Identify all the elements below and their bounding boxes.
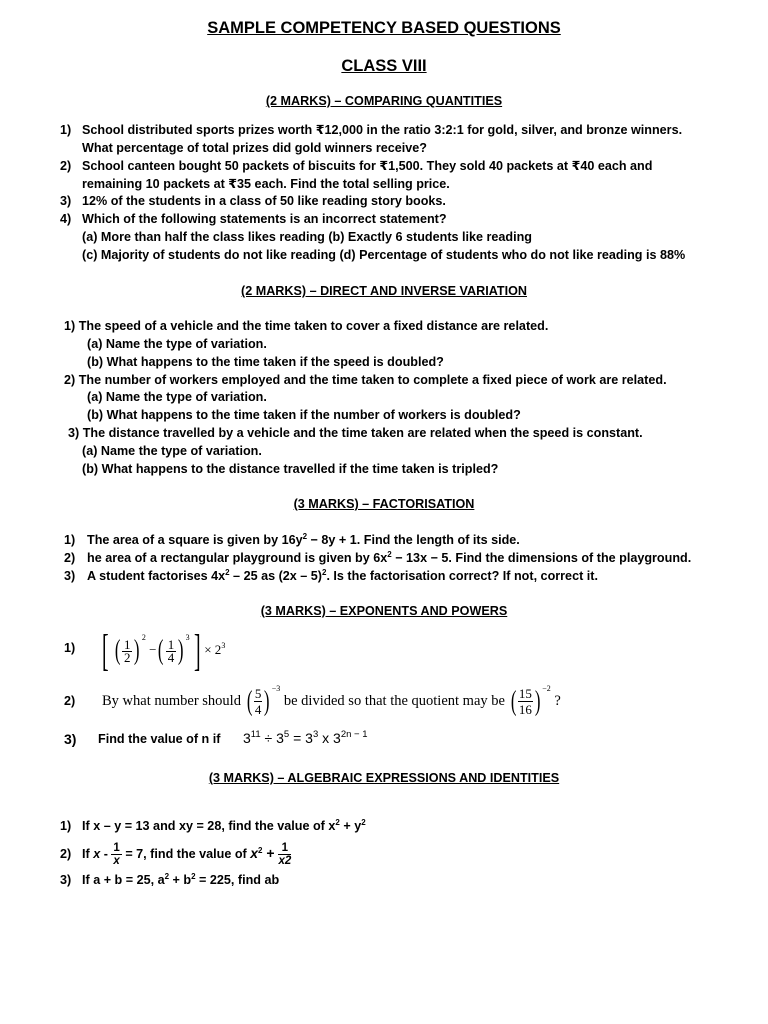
page-title: SAMPLE COMPETENCY BASED QUESTIONS bbox=[207, 19, 561, 37]
math-expression: $3^{11} \div 3^5 = 3^3$ x $3^{2n - 1}$ bbox=[243, 729, 368, 746]
question-text: he area of a rectangular playground is given by $6x^2 - 13x - 5$. Find the dimensions of the playground. bbox=[87, 550, 692, 565]
question-number: 3) bbox=[60, 194, 72, 208]
question-text: School canteen bought 50 packets of biscuits for ₹1,500. They sold 40 packets at ₹40 each and bbox=[82, 159, 653, 173]
math-expression: [ ( $\frac{1}{2}$ ) $^2$ −( $\frac{1}{4}$ ) $^3] \times 2^3$ bbox=[102, 626, 226, 676]
question-text: 2) The number of workers employed and the time taken to complete a fixed piece of work are related. bbox=[64, 373, 667, 387]
question-text: What percentage of total prizes did gold winners receive? bbox=[82, 141, 427, 155]
sub-question: (b) What happens to the distance travelled if the time taken is tripled? bbox=[82, 462, 499, 476]
question-text: Which of the following statements is an incorrect statement? bbox=[82, 212, 447, 226]
question-number: 1) bbox=[64, 533, 76, 547]
question-text: remaining 10 packets at ₹35 each. Find the total selling price. bbox=[82, 177, 450, 191]
question-text: Find the value of n if bbox=[98, 732, 221, 746]
question-number: 3) bbox=[64, 731, 77, 747]
question-number: 2) bbox=[60, 159, 72, 173]
sub-question: (a) Name the type of variation. bbox=[87, 390, 267, 404]
question-text: 1) The speed of a vehicle and the time taken to cover a fixed distance are related. bbox=[64, 319, 549, 333]
section-heading-exponents: (3 MARKS) – EXPONENTS AND POWERS bbox=[260, 604, 508, 618]
question-number: 2) bbox=[64, 694, 76, 708]
question-text: If x - $\frac{1}{x}$ = 7, find the value of $x^2$ + $\frac{1}{x2}$ bbox=[82, 842, 292, 868]
sub-question: (a) Name the type of variation. bbox=[82, 444, 262, 458]
question-number: 1) bbox=[60, 123, 72, 137]
question-text: School distributed sports prizes worth ₹12,000 in the ratio 3:2:1 for gold, silver, and bronze winners. bbox=[82, 123, 683, 137]
math-expression: By what number should ( $\frac{5}{4}$ ) $^{-3}$ be divided so that the quotient may be ( $\frac{15}{16}$ ) $^{-2}$ ? bbox=[102, 684, 561, 718]
sub-question: (b) What happens to the time taken if the speed is doubled? bbox=[87, 355, 444, 369]
question-number: 3) bbox=[64, 569, 76, 583]
question-text: If x – y = 13 and xy = 28, find the value of $x^2 + y^2$ bbox=[82, 818, 366, 833]
answer-options: (a) More than half the class likes reading (b) Exactly 6 students like reading bbox=[82, 230, 533, 244]
section-heading-algebra: (3 MARKS) – ALGEBRAIC EXPRESSIONS AND IDENTITIES bbox=[208, 771, 560, 785]
sub-question: (a) Name the type of variation. bbox=[87, 337, 267, 351]
section-heading-variation: (2 MARKS) – DIRECT AND INVERSE VARIATION bbox=[241, 284, 527, 298]
question-number: 3) bbox=[60, 873, 72, 887]
question-number: 2) bbox=[60, 847, 72, 861]
question-number: 2) bbox=[64, 551, 76, 565]
answer-options: (c) Majority of students do not like reading (d) Percentage of students who do not like reading is 88% bbox=[82, 248, 686, 262]
question-number: 1) bbox=[60, 819, 72, 833]
question-text: 3) The distance travelled by a vehicle and the time taken are related when the speed is constant. bbox=[68, 426, 643, 440]
class-label: CLASS VIII bbox=[341, 57, 427, 75]
question-number: 1) bbox=[64, 641, 76, 655]
section-heading-comparing-quantities: (2 MARKS) – COMPARING QUANTITIES bbox=[265, 94, 503, 108]
question-text: The area of a square is given by $16y^2 - 8y + 1$. Find the length of its side. bbox=[87, 532, 520, 547]
section-heading-factorisation: (3 MARKS) – FACTORISATION bbox=[293, 497, 475, 511]
question-text: 12% of the students in a class of 50 like reading story books. bbox=[82, 194, 446, 208]
sub-question: (b) What happens to the time taken if the number of workers is doubled? bbox=[87, 408, 521, 422]
question-text: A student factorises $4x^2 - 25$ as (2x – 5)$^2$. Is the factorisation correct? If not, correct it. bbox=[87, 568, 598, 583]
question-text: If a + b = 25, $a^2 + b^2 = 225$, find ab bbox=[82, 872, 280, 887]
question-number: 4) bbox=[60, 212, 72, 226]
